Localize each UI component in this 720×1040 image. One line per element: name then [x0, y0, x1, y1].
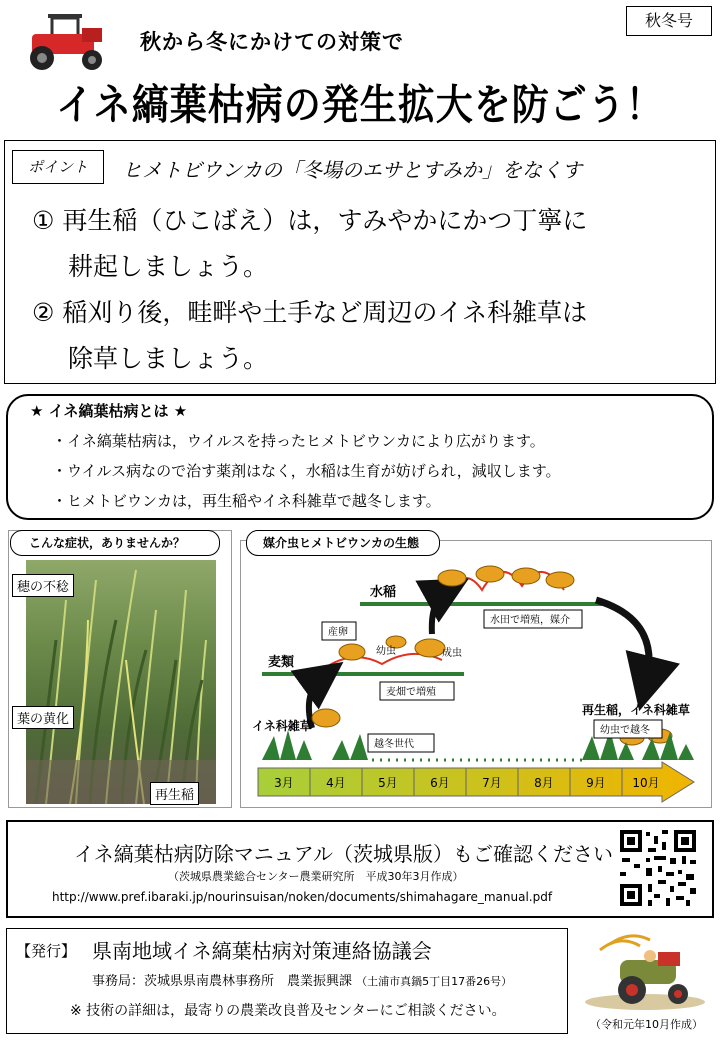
planthopper-insects — [312, 566, 672, 745]
paddy-note: 水田で増殖，媒介 — [490, 615, 570, 626]
subtitle: 秋から冬にかけての対策で — [140, 30, 404, 54]
measure-2 — [32, 290, 702, 382]
about-item: ・イネ縞葉枯病は，ウイルスを持ったヒメトビウンカにより広がります。 — [52, 432, 545, 450]
regrowth-rice-label: 再生稲 — [150, 782, 199, 805]
about-item: ・ウイルス病なので治す薬剤はなく，水稲は生育が妨げられ，減収します。 — [52, 462, 561, 480]
month-label: 5月 — [378, 776, 398, 790]
manual-url-link[interactable]: http://www.pref.ibaraki.jp/nourinsuisan/noken/documents/shimahagare_manual.pdf — [52, 890, 553, 904]
measure-2-num: ② — [32, 298, 55, 327]
planthopper-lifecycle-diagram — [242, 560, 710, 806]
measure-2-line1: 稲刈り後，畦畔や土手など周辺のイネ科雑草は — [62, 298, 588, 327]
month-label: 10月 — [632, 776, 660, 790]
larva-label: 幼虫 — [376, 646, 396, 657]
publisher-tag: 【発行】 — [16, 942, 77, 960]
month-label: 4月 — [326, 776, 346, 790]
month-label: 6月 — [430, 776, 450, 790]
egg-label: 産卵 — [328, 627, 348, 638]
point-headline: ヒメトビウンカの「冬場のエサとすみか」をなくす — [122, 158, 582, 182]
tractor-illustration-icon — [580, 930, 710, 1014]
symptom-caption: こんな症状，ありませんか？ — [10, 530, 220, 556]
tractor-icon — [18, 10, 112, 72]
measure-2-line2: 除草しましょう。 — [68, 344, 269, 373]
page-title: イネ縞葉枯病の発生拡大を防ごう！ — [56, 80, 664, 129]
office-address: （土浦市真鍋5丁目17番26号） — [356, 975, 513, 988]
arrow-to-regrowth — [596, 600, 649, 684]
office-name: 事務局：茨城県県南農林事務所 農業振興課 — [92, 974, 353, 989]
wheat-label: 麦類 — [268, 655, 295, 670]
rice-label: 水稲 — [370, 585, 397, 600]
measure-1-line1: 再生稲（ひこばえ）は，すみやかにかつ丁寧に — [62, 206, 588, 235]
qr-code-icon[interactable] — [618, 828, 698, 908]
regrowth-label: 再生稲，イネ科雑草 — [582, 703, 690, 717]
creation-date: （令和元年10月作成） — [590, 1018, 703, 1031]
point-tag: ポイント — [12, 150, 104, 184]
month-label: 7月 — [482, 776, 502, 790]
consult-note: ※ 技術の詳細は，最寄りの農業改良普及センターにご相談ください。 — [70, 1003, 506, 1019]
adult-label: 成虫 — [442, 648, 462, 659]
publisher-office — [92, 970, 512, 989]
measure-1 — [32, 198, 702, 290]
month-timeline — [258, 762, 694, 802]
publisher-name: 県南地域イネ縞葉枯病対策連絡協議会 — [92, 939, 432, 963]
measure-1-num: ① — [32, 206, 55, 235]
wheat-note: 麦畑で増殖 — [386, 687, 436, 698]
winter-larva-label: 幼虫で越冬 — [600, 725, 650, 736]
grass-label: イネ科雑草 — [252, 719, 312, 733]
month-label: 9月 — [586, 776, 606, 790]
sterile-panicle-label: 穂の不稔 — [12, 574, 74, 597]
ecology-caption: 媒介虫ヒメトビウンカの生態 — [246, 530, 440, 556]
about-item: ・ヒメトビウンカは，再生稲やイネ科雑草で越冬します。 — [52, 492, 441, 510]
winter-generation-label: 越冬世代 — [374, 739, 414, 750]
arrow-to-rice — [432, 590, 448, 634]
measure-1-line2: 耕起しましょう。 — [68, 252, 269, 281]
manual-subtitle: （茨城県農業総合センター農業研究所 平成30年3月作成） — [168, 870, 464, 883]
month-label: 3月 — [274, 776, 294, 790]
leaf-yellowing-label: 葉の黄化 — [12, 706, 74, 729]
about-title: ★ イネ縞葉枯病とは ★ — [30, 402, 188, 420]
manual-title: イネ縞葉枯病防除マニュアル（茨城県版）もご確認ください — [74, 842, 613, 866]
month-label: 8月 — [534, 776, 554, 790]
season-badge: 秋冬号 — [626, 6, 712, 36]
